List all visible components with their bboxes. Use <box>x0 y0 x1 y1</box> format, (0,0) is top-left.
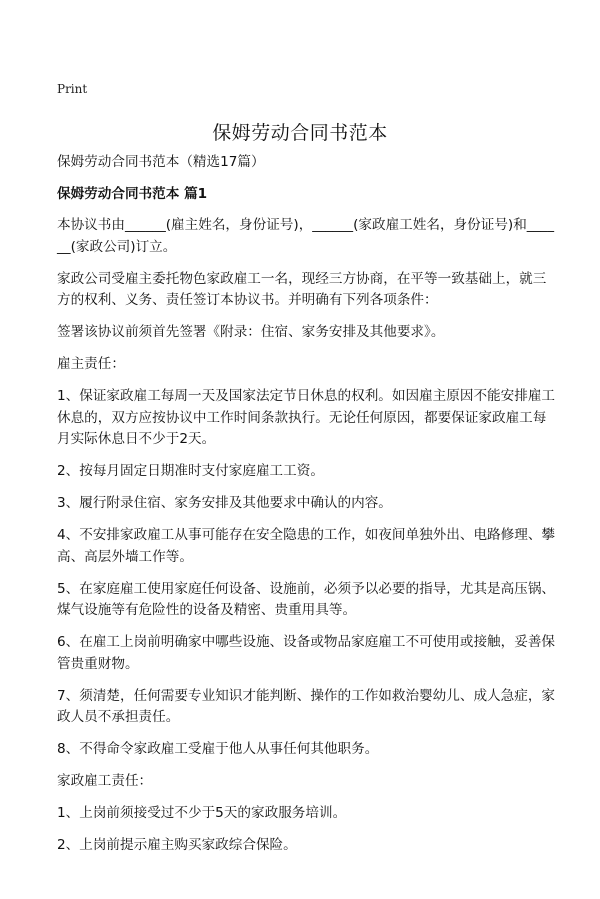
employer-duty-5: 5、在家庭雇工使用家庭任何设备、设施前，必须予以必要的指导，尤其是高压锅、煤气设施等有危险性的设备及精密、贵重用具等。 <box>57 580 556 618</box>
employer-duty-1: 1、保证家政雇工每周一天及国家法定节日休息的权利。如因雇主原因不能安排雇工休息的，双方应按协议中工作时间条款执行。无论任何原因，都要保证家政雇工每月实际休息日不少于2天。 <box>57 388 556 447</box>
paragraph-appendix: 签署该协议前须首先签署《附录：住宿、家务安排及其他要求》。 <box>57 324 445 340</box>
worker-duty-1: 1、上岗前须接受过不少于5天的家政服务培训。 <box>57 805 347 821</box>
employer-duty-6: 6、在雇工上岗前明确家中哪些设施、设备或物品家庭雇工不可使用或接触，妥善保管贵重财物。 <box>57 634 556 672</box>
paragraph-parties: 本协议书由______(雇主姓名，身份证号)，______(家政雇工姓名，身份证号)和______(家政公司)订立。 <box>57 217 554 255</box>
employer-duty-3: 3、履行附录住宿、家务安排及其他要求中确认的内容。 <box>57 495 392 511</box>
print-label: Print <box>57 82 88 96</box>
document-body <box>57 152 557 867</box>
worker-duty-2: 2、上岗前提示雇主购买家政综合保险。 <box>57 837 297 853</box>
employer-duty-8: 8、不得命令家政雇工受雇于他人从事任何其他职务。 <box>57 741 379 757</box>
employer-duties-heading: 雇主责任： <box>57 356 125 372</box>
paragraph-intro: 家政公司受雇主委托物色家政雇工一名，现经三方协商，在平等一致基础上，就三方的权利、义务、责任签订本协议书。并明确有下列各项条件： <box>57 270 547 308</box>
employer-duty-4: 4、不安排家政雇工从事可能存在安全隐患的工作，如夜间单独外出、电路修理、攀高、高层外墙工作等。 <box>57 527 556 565</box>
document-subtitle: 保姆劳动合同书范本（精选17篇） <box>57 154 265 170</box>
document-title: 保姆劳动合同书范本 <box>212 122 388 144</box>
worker-duties-heading: 家政雇工责任： <box>57 773 153 789</box>
employer-duty-2: 2、按每月固定日期准时支付家庭雇工工资。 <box>57 463 324 479</box>
section-heading: 保姆劳动合同书范本 篇1 <box>57 186 208 202</box>
employer-duty-7: 7、须清楚，任何需要专业知识才能判断、操作的工作如救治婴幼儿、成人急症，家政人员不承担责任。 <box>57 687 556 725</box>
